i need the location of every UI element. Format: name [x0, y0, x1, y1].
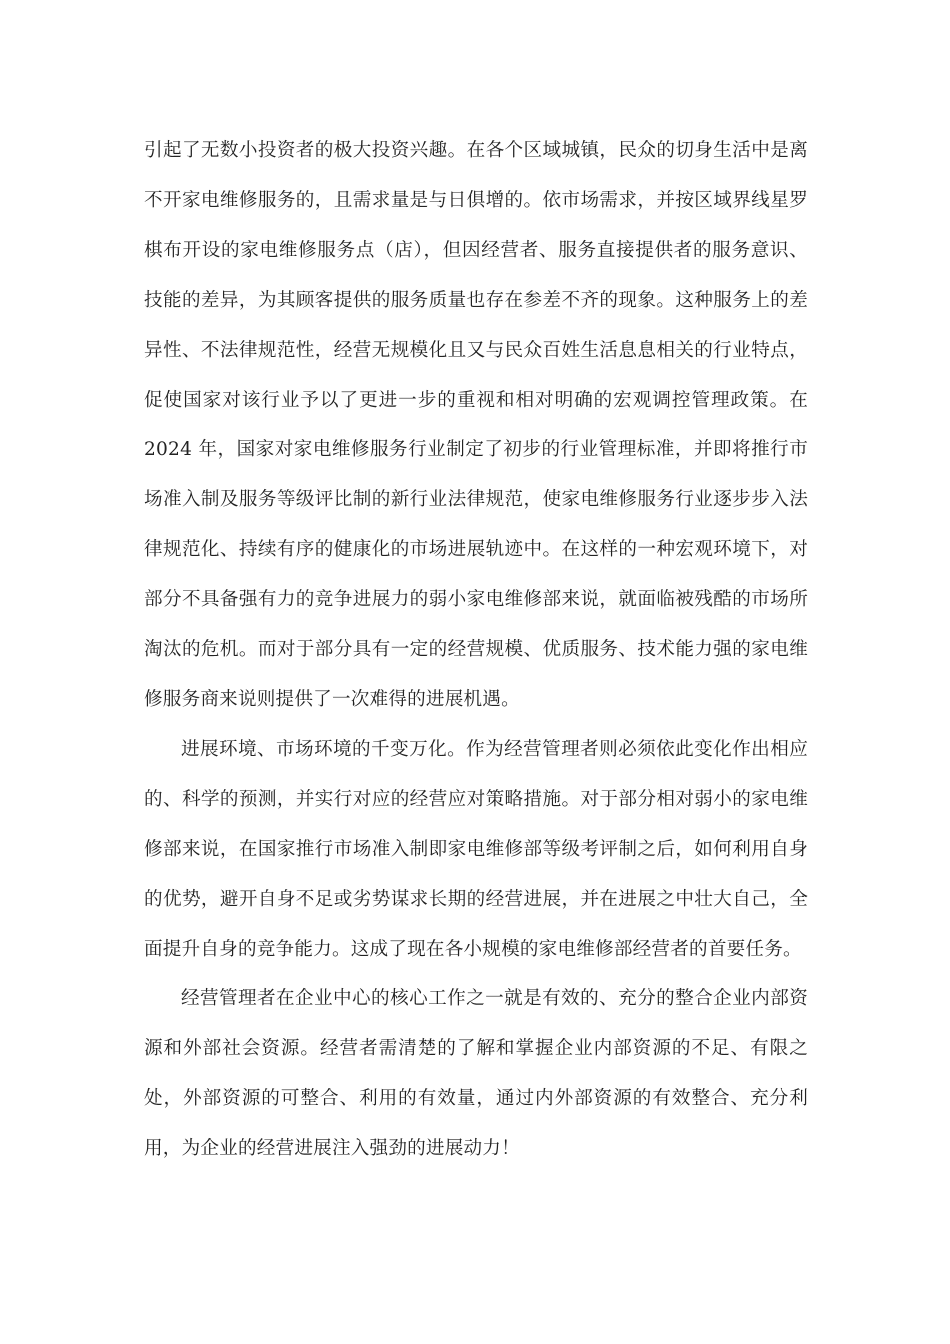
paragraph-1: 引起了无数小投资者的极大投资兴趣。在各个区域城镇，民众的切身生活中是离不开家电维修服务的，且需求量是与日俱增的。依市场需求，并按区域界线星罗棋布开设的家电维修服务点（店），但因经营者、服务直接提供者的服务意识、技能的差异，为其顾客提供的服务质量也存在参差不齐的现象。这种服务上的差异性、不法律规范性，经营无规模化且又与民众百姓生活息息相关的行业特点，促使国家对该行业予以了更进一步的重视和相对明确的宏观调控管理政策。在 2024 年，国家对家电维修服务行业制定了初步的行业管理标准，并即将推行市场准入制及服务等级评比制的新行业法律规范，使家电维修服务行业逐步步入法律规范化、持续有序的健康化的市场进展轨迹中。在这样的一种宏观环境下，对部分不具备强有力的竞争进展力的弱小家电维修部来说，就面临被残酷的市场所淘汰的危机。而对于部分具有一定的经营规模、优质服务、技术能力强的家电维修服务商来说则提供了一次难得的进展机遇。	[144, 140, 808, 710]
paragraph-2: 进展环境、市场环境的千变万化。作为经营管理者则必须依此变化作出相应的、科学的预测，并实行对应的经营应对策略措施。对于部分相对弱小的家电维修部来说，在国家推行市场准入制即家电维修部等级考评制之后，如何利用自身的优势，避开自身不足或劣势谋求长期的经营进展，并在进展之中壮大自己，全面提升自身的竞争能力。这成了现在各小规模的家电维修部经营者的首要任务。	[144, 738, 808, 960]
document-body	[144, 126, 808, 1174]
paragraph-3: 经营管理者在企业中心的核心工作之一就是有效的、充分的整合企业内部资源和外部社会资源。经营者需清楚的了解和掌握企业内部资源的不足、有限之处，外部资源的可整合、利用的有效量，通过内外部资源的有效整合、充分利用，为企业的经营进展注入强劲的进展动力！	[144, 988, 808, 1160]
